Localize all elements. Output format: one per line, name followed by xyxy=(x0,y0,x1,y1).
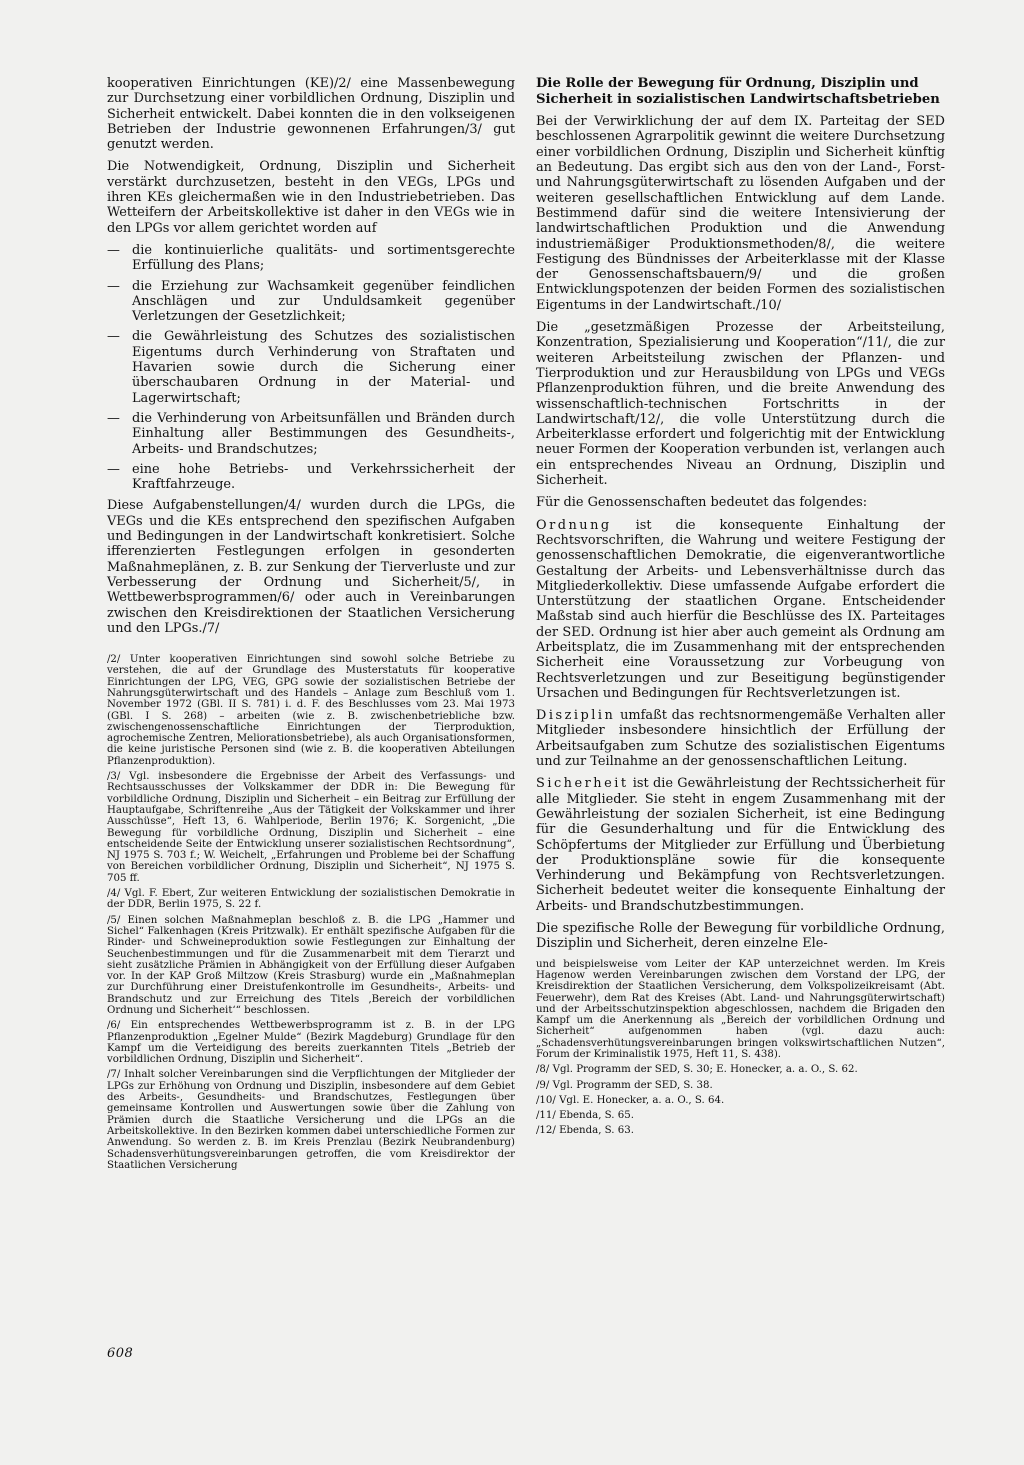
list-item xyxy=(107,462,515,493)
intro-paragraph: kooperativen Einrichtungen (KE)/2/ eine Massenbewegung zur Durchsetzung einer vorbildlichen Ordnung, Disziplin und Sicherheit entwickelt. Dabei konnten die in den volkseigenen Betrieben der Industrie gewonnenen Erfahrungen/3/ gut genutzt werden. xyxy=(107,76,515,153)
list-item xyxy=(107,279,515,325)
footnotes-left xyxy=(107,654,515,1171)
list-item-text: die Gewährleistung des Schutzes des sozialistischen Eigentums durch Verhinderung von Straftaten und Havarien sowie durch die Sicherung einer überschaubaren Ordnung in der Material- und Lagerwirtschaft; xyxy=(132,329,515,406)
genossenschaften-paragraph: Für die Genossenschaften bedeutet das folgendes: xyxy=(536,495,868,511)
ordnung-definition: ist die konsequente Einhaltung der Rechtsvorschriften, die Wahrung und weitere Festigung der genossenschaftlichen Demokratie, die eigenverantwortliche Gestaltung der Arbeits- und Lebensverhältnisse durch das Mitgliederkollektiv. Diese umfassende Aufgabe erfordert die Unterstützung der staatlichen Organe. Entscheidender Maßstab sind auch hierfür die Beschlüsse des IX. Parteitages der SED. Ordnung ist hier aber auch gemeint als Ordnung am Arbeitsplatz, die im Zusammenhang mit der entsprechenden Sicherheit eine Voraussetzung zur Vorbeugung von Rechtsverletzungen und zur Beseitigung begünstigender Ursachen und Bedingungen für Rechtsverletzungen ist. xyxy=(536,517,945,701)
list-item-text: die Erziehung zur Wachsamkeit gegenüber feindlichen Anschlägen und zur Unduldsamkeit gegenüber Verletzungen der Gesetzlichkeit; xyxy=(132,278,515,325)
list-item-text: die kontinuierliche qualitäts- und sortimentsgerechte Erfüllung des Plans; xyxy=(132,242,515,274)
sicherheit-definition: ist die Gewährleistung der Rechtssicherheit für alle Mitglieder. Sie steht in engem Zusammenhang mit der Gewährleistung der sozialen Sicherheit, ist eine Bedingung für die Gesunderhaltung und für die Entwicklung des Schöpfertums der Mitglieder zur Erfüllung und Überbietung der Produktionspläne sowie für die konsequente Verhinderung und Bekämpfung von Rechtsverletzungen. Sicherheit bedeutet weiter die konsequente Einhaltung der Arbeits- und Brandschutzbestimmungen. xyxy=(536,776,945,914)
footnote-2: /2/ Unter kooperativen Einrichtungen sind sowohl solche Betriebe zu verstehen, die auf der Grundlage des Musterstatuts für kooperative Einrichtungen der LPG, VEG, GPG sowie der sozialistischen Betriebe der Nahrungsgüterwirtschaft und des Handels – Anlage zum Beschluß vom 1. November 1972 (GBl. II S. 781) i. d. F. des Beschlusses vom 23. Mai 1973 (GBl. I S. 268) – arbeiten (wie z. B. zwischenbetriebliche bzw. zwischengenossenschaftliche Einrichtungen der Tierproduktion, agrochemische Zentren, Meliorationsbetriebe), als auch Organisationsformen, die keine juristische Personen sind (wie z. B. die kooperativen Abteilungen Pflanzenproduktion). xyxy=(107,654,515,767)
dash-marker: — xyxy=(107,278,120,294)
rolle-paragraph: Die spezifische Rolle der Bewegung für vorbildliche Ordnung, Disziplin und Sicherheit, deren einzelne Ele- xyxy=(536,921,945,952)
footnote-5: /5/ Einen solchen Maßnahmeplan beschloß z. B. die LPG „Hammer und Sichel“ Falkenhagen (Kreis Pritzwalk). Er enthält spezifische Aufgaben für die Rinder- und Schweineproduktion sowie Festlegungen zur Einhaltung der Seuchenbestimmungen und für die Zusammenarbeit mit dem Tierarzt und sieht zusätzliche Prämien in Abhängigkeit von der Erfüllung dieser Aufgaben vor. In der KAP Groß Miltzow (Kreis Strasburg) wurde ein „Maßnahmeplan zur Durchführung einer Dreistufenkontrolle im Gesundheits-, Arbeits- und Brandschutz und zur Erreichung des Titels ‚Bereich der vorbildlichen Ordnung und Sicherheit‘“ beschlossen. xyxy=(107,914,515,1016)
list-item xyxy=(107,411,515,457)
footnote-8: /8/ Vgl. Programm der SED, S. 30; E. Honecker, a. a. O., S. 62. xyxy=(536,1064,858,1076)
footnote-12: /12/ Ebenda, S. 63. xyxy=(536,1125,634,1137)
dash-marker: — xyxy=(107,410,120,426)
list-item xyxy=(107,243,515,274)
footnote-10: /10/ Vgl. E. Honecker, a. a. O., S. 64. xyxy=(536,1094,725,1106)
sicherheit-term: Sicherheit xyxy=(536,776,629,792)
footnote-4: /4/ Vgl. F. Ebert, Zur weiteren Entwicklung der sozialistischen Demokratie in der DDR, Berlin 1975, S. 22 f. xyxy=(107,888,515,911)
footnote-6: /6/ Ein entsprechendes Wettbewerbsprogramm ist z. B. in der LPG Pflanzenproduktion „Egelner Mulde“ (Bezirk Magdeburg) Grundlage für den Kampf um die Verteidigung des bereits zuerkannten Titels „Betrieb der vorbildlichen Ordnung, Disziplin und Sicherheit“. xyxy=(107,1020,515,1066)
bullet-list xyxy=(107,243,515,492)
list-item-text: die Verhinderung von Arbeitsunfällen und Bränden durch Einhaltung aller Bestimmungen des Gesundheits-, Arbeits- und Brandschutzes; xyxy=(132,410,515,457)
section-heading: Die Rolle der Bewegung für Ordnung, Disziplin und Sicherheit in sozialistischen Landwirtschaftsbetrieben xyxy=(536,76,940,107)
dash-marker: — xyxy=(107,461,120,477)
list-item-text: eine hohe Betriebs- und Verkehrssicherheit der Kraftfahrzeuge. xyxy=(132,461,515,493)
ordnung-paragraph xyxy=(536,518,945,702)
footnote-7-continued: und beispielsweise vom Leiter der KAP unterzeichnet werden. Im Kreis Hagenow werden Vereinbarungen zwischen dem Vorstand der LPG, der Kreisdirektion der Staatlichen Versicherung, dem Volkspolizeikreisamt (Abt. Feuerwehr), dem Rat des Kreises (Abt. Land- und Nahrungsgüterwirtschaft) und der Arbeitsschutzinspektion abgeschlossen, nachdem die Brigaden den Kampf um die Anerkennung als „Bereich der vorbildlichen Ordnung und Sicherheit“ aufgenommen haben (vgl. dazu auch: „Schadensverhütungsvereinbarungen bringen volkswirtschaftlichen Nutzen“, Forum der Kriminalistik 1975, Heft 11, S. 438). xyxy=(536,958,945,1060)
dash-marker: — xyxy=(107,242,120,258)
tasks-paragraph: Diese Aufgabenstellungen/4/ wurden durch die LPGs, die VEGs und die KEs entsprechend den spezifischen Aufgaben und Bedingungen in der Landwirtschaft konkretisiert. Solche ifferenzierten Festlegungen erfolgen in gesonderten Maßnahmeplänen, z. B. zur Senkung der Tierverluste und zur Verbesserung der Ordnung und Sicherheit/5/, in Wettbewerbsprogrammen/6/ oder auch in Vereinbarungen zwischen den Kreisdirektionen der Staatlichen Versicherung und den LPGs./7/ xyxy=(107,498,515,636)
footnote-9: /9/ Vgl. Programm der SED, S. 38. xyxy=(536,1079,713,1091)
disziplin-definition: umfaßt das rechtsnormengemäße Verhalten aller Mitglieder insbesondere hinsichtlich der Erfüllung der Arbeitsaufgaben zum Schutze des sozialistischen Eigentums und zur Teilnahme an der genossenschaftlichen Leitung. xyxy=(536,708,945,770)
right-column xyxy=(536,76,945,1141)
dash-marker: — xyxy=(107,329,120,345)
footnote-7: /7/ Inhalt solcher Vereinbarungen sind die Verpflichtungen der Mitglieder der LPGs zur Erhöhung von Ordnung und Disziplin, insbesondere auf dem Gebiet des Arbeits-, Gesundheits- und Brandschutzes, Festlegungen über gemeinsame Kontrollen und Auswertungen sowie über die Zahlung von Prämien durch die Staatliche Versicherung und die LPGs an die Arbeitskollektive. In den Bezirken kommen dabei unterschiedliche Formen zur Anwendung. So werden z. B. im Kreis Prenzlau (Bezirk Neubrandenburg) Schadensverhütungsvereinbarungen getroffen, die vom Kreisdirektor der Staatlichen Versicherung xyxy=(107,1069,515,1171)
list-item xyxy=(107,329,515,405)
footnotes-right xyxy=(536,959,945,1137)
footnote-3: /3/ Vgl. insbesondere die Ergebnisse der Arbeit des Verfassungs- und Rechtsausschusses der Volkskammer der DDR in: Die Bewegung für vorbildliche Ordnung, Disziplin und Sicherheit – ein Beitrag zur Erfüllung der Hauptaufgabe, Schriftenreihe „Aus der Tätigkeit der Volkskammer und ihrer Ausschüsse“, Heft 13, 6. Wahlperiode, Berlin 1976; K. Sorgenicht, „Die Bewegung für vorbildliche Ordnung, Disziplin und Sicherheit – eine entscheidende Seite der Entwicklung unserer sozialistischen Rechtsordnung“, NJ 1975 S. 703 f.; W. Weichelt, „Erfahrungen und Probleme bei der Schaffung von Bereichen vorbildlicher Ordnung, Disziplin und Sicherheit“, NJ 1975 S. 705 ff. xyxy=(107,771,515,884)
ordnung-term: Ordnung xyxy=(536,517,612,533)
sicherheit-paragraph xyxy=(536,776,945,914)
disziplin-term: Disziplin xyxy=(536,708,616,724)
necessity-paragraph: Die Notwendigkeit, Ordnung, Disziplin und Sicherheit verstärkt durchzusetzen, besteht in den VEGs, LPGs und ihren KEs gleichermaßen wie in den Industriebetrieben. Das Wetteifern der Arbeitskollektive ist daher in den VEGs wie in den LPGs vor allem gerichtet worden auf xyxy=(107,159,515,236)
agrarpolitik-paragraph: Bei der Verwirklichung der auf dem IX. Parteitag der SED beschlossenen Agrarpolitik gewinnt die weitere Durchsetzung einer vorbildlichen Ordnung, Disziplin und Sicherheit künftig an Bedeutung. Das ergibt sich aus den von der Land-, Forst- und Nahrungsgüterwirtschaft zu lösenden Aufgaben und der weiteren gesellschaftlichen Entwicklung auf dem Lande. Bestimmend dafür sind die weitere Intensivierung der landwirtschaftlichen Produktion und die Anwendung industriemäßiger Produktionsmethoden/8/, die weitere Festigung des Bündnisses der Arbeiterklasse mit der Klasse der Genossenschaftsbauern/9/ und die großen Entwicklungspotenzen der beiden Formen des sozialistischen Eigentums in der Landwirtschaft./10/ xyxy=(536,114,945,313)
disziplin-paragraph xyxy=(536,708,945,769)
left-column xyxy=(107,76,515,1175)
arbeitsteilung-paragraph: Die „gesetzmäßigen Prozesse der Arbeitsteilung, Konzentration, Spezialisierung und Kooperation“/11/, die zur weiteren Arbeitsteilung zwischen der Pflanzen- und Tierproduktion und zur Herausbildung von LPGs und VEGs Pflanzenproduktion führen, und die breite Anwendung des wissenschaftlich-technischen Fortschritts in der Landwirtschaft/12/, die volle Unterstützung durch die Arbeiterklasse erfordert und folgerichtig mit der Entwicklung neuer Formen der Kooperation verbunden ist, verlangen auch ein entsprechendes Niveau an Ordnung, Disziplin und Sicherheit. xyxy=(536,320,945,489)
page-number: 608 xyxy=(107,1346,134,1361)
footnote-11: /11/ Ebenda, S. 65. xyxy=(536,1110,634,1122)
